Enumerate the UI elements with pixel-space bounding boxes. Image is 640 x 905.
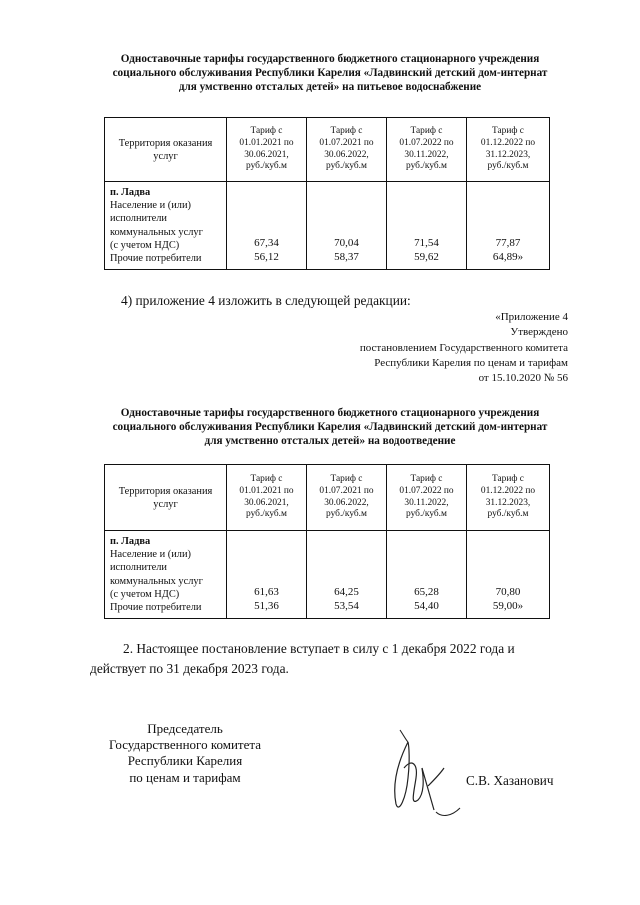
location-label: п. Ладва xyxy=(110,187,151,198)
tariff-value-cell: 61,63 51,36 xyxy=(227,531,307,619)
wastewater-tariff-table xyxy=(104,464,550,619)
territory-header: Территория оказания услуг xyxy=(105,465,227,531)
tariff-period-header: Тариф с 01.12.2022 по 31.12.2023, руб./куб.м xyxy=(467,118,550,182)
tariff-value-cell: 65,28 54,40 xyxy=(387,531,467,619)
tariff-period-header: Тариф с 01.01.2021 по 30.06.2021, руб./куб.м xyxy=(227,465,307,531)
approval-line: постановлением Государственного комитета xyxy=(359,341,568,354)
approval-line: «Приложение 4 xyxy=(495,311,568,323)
table-header-row xyxy=(105,465,550,531)
tariff-value-cell: 64,25 53,54 xyxy=(307,531,387,619)
territory-cell: п. Ладва Население и (или) исполнители коммунальных услуг (с учетом НДС) Прочие потребители xyxy=(105,531,227,619)
tariff-value-cell: 71,54 59,62 xyxy=(387,182,467,270)
approval-line: от 15.10.2020 № 56 xyxy=(478,372,568,385)
tariff-period-header: Тариф с 01.07.2022 по 30.11.2022, руб./куб.м xyxy=(387,465,467,531)
section2-title-line: социального обслуживания Республики Карелия «Ладвинский детский дом-интернат xyxy=(112,421,548,433)
section1-title xyxy=(60,52,600,94)
location-label: п. Ладва xyxy=(110,536,151,547)
tariff-value-cell: 70,04 58,37 xyxy=(307,182,387,270)
signatory-position: Председатель Государственного комитета Республики Карелия по ценам и тарифам xyxy=(109,721,261,785)
section1-title-line: социального обслуживания Республики Карелия «Ладвинский детский дом-интернат xyxy=(112,67,548,79)
table-row xyxy=(105,531,550,619)
table-row xyxy=(105,182,550,270)
tariff-period-header: Тариф с 01.01.2021 по 30.06.2021, руб./куб.м xyxy=(227,118,307,182)
section2-title xyxy=(60,406,600,448)
territory-header: Территория оказания услуг xyxy=(105,118,227,182)
tariff-value-cell: 77,87 64,89» xyxy=(467,182,550,270)
tariff-period-header: Тариф с 01.07.2022 по 30.11.2022, руб./куб.м xyxy=(387,118,467,182)
tariff-value-cell: 67,34 56,12 xyxy=(227,182,307,270)
clause2-line: действует по 31 декабря 2023 года. xyxy=(90,661,289,676)
approval-line: Республики Карелия по ценам и тарифам xyxy=(374,356,568,369)
water-supply-tariff-table xyxy=(104,117,550,270)
section2-title-line: Одноставочные тарифы государственного бюджетного стационарного учреждения xyxy=(120,407,540,419)
handwritten-signature xyxy=(378,722,468,822)
tariff-period-header: Тариф с 01.07.2021 по 30.06.2022, руб./куб.м xyxy=(307,118,387,182)
approval-block xyxy=(360,310,568,386)
tariff-period-header: Тариф с 01.12.2022 по 31.12.2023, руб./куб.м xyxy=(467,465,550,531)
section1-title-line: Одноставочные тарифы государственного бюджетного стационарного учреждения xyxy=(120,53,540,65)
table-header-row xyxy=(105,118,550,182)
signatory-name: С.В. Хазанович xyxy=(466,773,554,788)
clause2-line: 2. Настоящее постановление вступает в силу с 1 декабря 2022 года и xyxy=(123,641,515,656)
tariff-value-cell: 70,80 59,00» xyxy=(467,531,550,619)
section1-title-line: для умственно отсталых детей» на питьевое водоснабжение xyxy=(178,81,482,93)
item4-paragraph: 4) приложение 4 изложить в следующей редакции: xyxy=(121,293,411,308)
territory-cell: п. Ладва Население и (или) исполнители коммунальных услуг (с учетом НДС) Прочие потребители xyxy=(105,182,227,270)
section2-title-line: для умственно отсталых детей» на водоотведение xyxy=(204,435,456,447)
approval-line: Утверждено xyxy=(510,326,568,339)
tariff-period-header: Тариф с 01.07.2021 по 30.06.2022, руб./куб.м xyxy=(307,465,387,531)
